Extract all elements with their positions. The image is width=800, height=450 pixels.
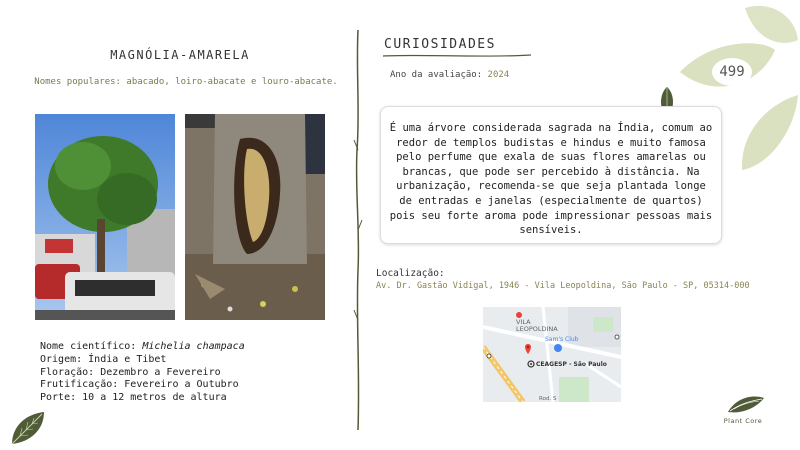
- heading-underline: [383, 53, 531, 59]
- fruiting-period: Frutificação: Fevereiro a Outubro: [40, 379, 239, 391]
- map-label-district-2: LEOPOLDINA: [516, 325, 558, 333]
- scientific-name: Michelia champaca: [142, 341, 245, 352]
- map-label-road: Rod. S: [539, 396, 557, 402]
- scientific-name-line: [40, 341, 245, 354]
- map-label-place: CEAGESP - São Paulo: [536, 361, 607, 368]
- tree-photo: [35, 114, 175, 320]
- curiosities-text: É uma árvore considerada sagrada na Índia, comum ao redor de templos budistas e hindus e muito famosa pelo perfume que exala de suas flores amarelas ou brancas, que pode ser percebido à distância. Na urbanização, recomenda-se que seja plantada longe de entradas e janelas (especialmente de quartos) pois seu forte aroma pode impressionar pessoas mais sensíveis.: [380, 106, 722, 244]
- evaluation-year-label: Ano da avaliação:: [390, 70, 483, 80]
- evaluation-number-badge: 499: [712, 58, 752, 86]
- location-label: Localização:: [376, 268, 445, 279]
- scientific-name-label: Nome científico:: [40, 341, 137, 352]
- location-address: Av. Dr. Gastão Vidigal, 1946 - Vila Leopoldina, São Paulo - SP, 05314-000: [376, 281, 750, 291]
- map-label-district: VILA: [516, 318, 531, 326]
- vertical-divider: [348, 30, 368, 430]
- tree-size: Porte: 10 a 12 metros de altura: [40, 392, 227, 404]
- brand-name: Plant Core: [723, 417, 763, 425]
- plant-core-logo: [726, 392, 766, 416]
- origin: Origem: Índia e Tibet: [40, 353, 167, 365]
- curiosities-heading: CURIOSIDADES: [384, 37, 496, 52]
- map-label-store: Sam's Club: [545, 336, 579, 343]
- plant-facts: [40, 341, 245, 405]
- trunk-damage-photo: [185, 114, 325, 320]
- evaluation-year: [390, 70, 509, 80]
- evaluation-year-value: 2024: [487, 70, 510, 80]
- popular-names: Nomes populares: abacado, loiro-abacate e louro-abacate.: [34, 77, 338, 87]
- flowering-period: Floração: Dezembro a Fevereiro: [40, 366, 221, 378]
- shopping-pin-icon[interactable]: [554, 344, 562, 352]
- plant-common-name: MAGNÓLIA-AMARELA: [110, 48, 250, 62]
- leaf-icon: [8, 408, 48, 448]
- location-map[interactable]: [483, 307, 621, 402]
